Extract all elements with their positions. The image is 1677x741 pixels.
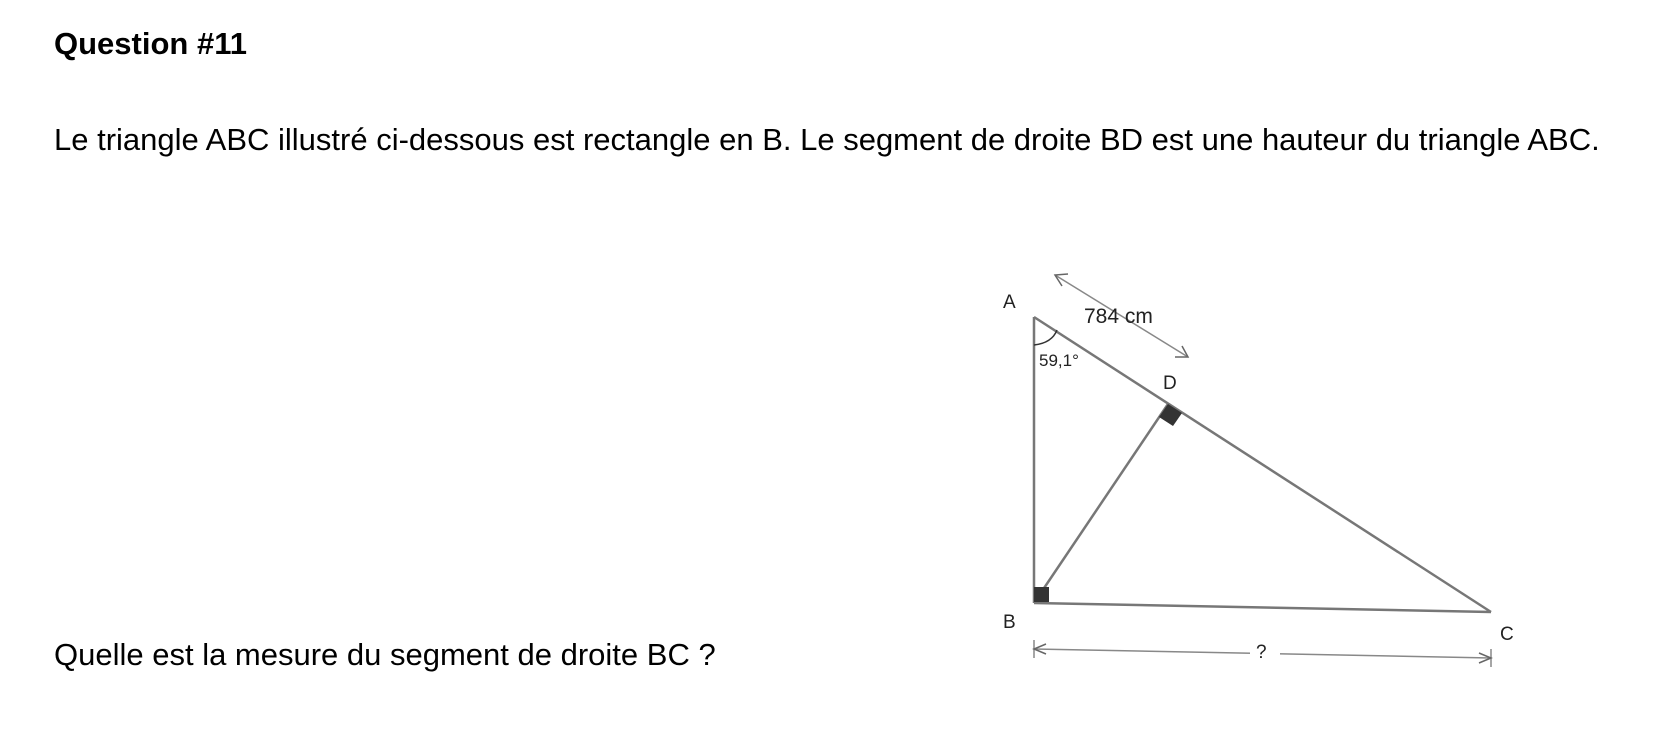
vertex-label-a: A — [1003, 292, 1016, 313]
vertex-label-d: D — [1163, 373, 1177, 394]
side-ac — [1034, 317, 1491, 612]
question-prompt: Quelle est la mesure du segment de droite BC ? — [54, 637, 716, 672]
side-bc — [1034, 603, 1491, 612]
vertex-label-b: B — [1003, 612, 1016, 633]
problem-statement: Le triangle ABC illustré ci-dessous est rectangle en B. Le segment de droite BD est une hauteur du triangle ABC. — [54, 122, 1600, 157]
right-angle-marker-d — [1159, 404, 1182, 426]
question-title: Question #11 — [54, 26, 247, 61]
vertex-label-c: C — [1500, 624, 1514, 645]
altitude-bd — [1034, 404, 1168, 603]
angle-arc-a — [1034, 330, 1057, 345]
angle-label-a: 59,1° — [1039, 351, 1079, 370]
right-angle-marker-b — [1034, 587, 1049, 602]
length-label-ad: 784 cm — [1084, 305, 1153, 328]
length-label-bc: ? — [1256, 642, 1267, 663]
